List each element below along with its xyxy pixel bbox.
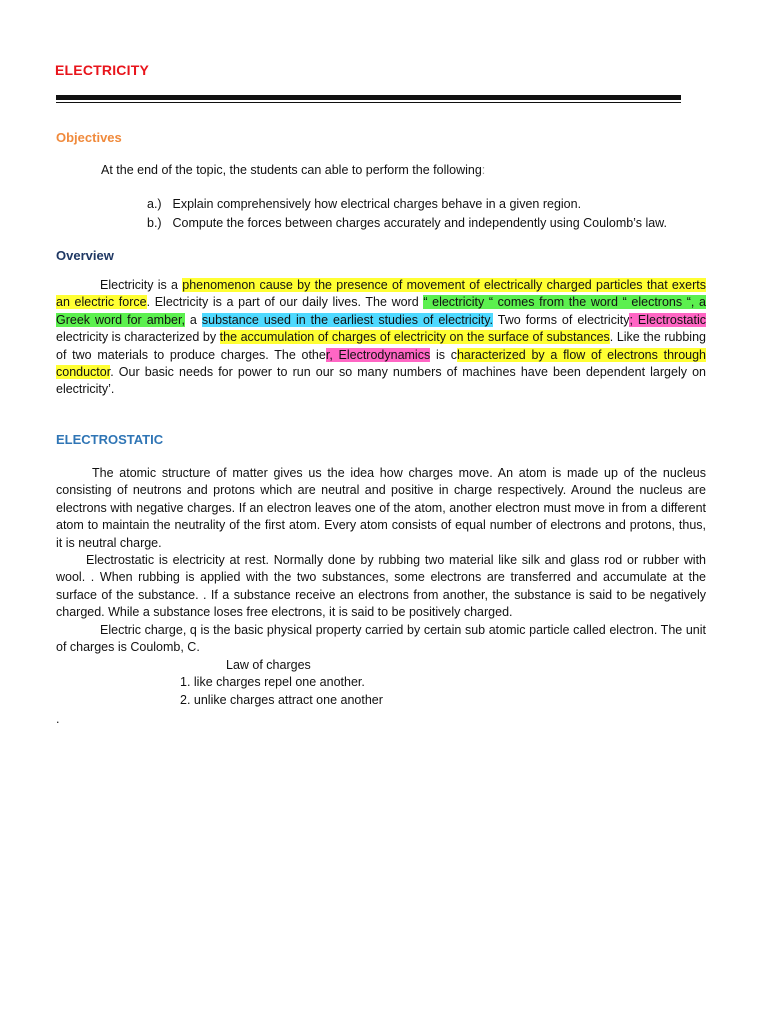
- objective-text: Compute the forces between charges accurately and independently using Coulomb’s law.: [172, 216, 667, 230]
- objective-marker: b.): [147, 216, 162, 230]
- objectives-heading: Objectives: [56, 130, 122, 145]
- overview-segment: Two forms of electricity: [493, 312, 630, 327]
- electrostatic-body: [56, 465, 706, 656]
- title-divider: [56, 95, 681, 100]
- objective-item-a: [147, 196, 581, 213]
- overview-heading: Overview: [56, 248, 114, 263]
- highlight-pink: r, Electrodynamics: [325, 347, 431, 362]
- overview-segment: Electricity is a: [100, 278, 183, 292]
- overview-segment: is c: [430, 347, 457, 362]
- highlight-yellow: phenomenon cause by the presence of movement of electrically charged particles that exerts an electric force: [56, 278, 706, 310]
- overview-segment: . Our basic needs for power to run our so many numbers of machines have been dependent largely on electricity’.: [56, 365, 706, 397]
- highlight-yellow: the accumulation of charges of electricity on the surface of substances: [219, 330, 610, 345]
- overview-segment: a: [184, 312, 202, 327]
- overview-segment: . Electricity is a part of our daily lives. The word: [146, 295, 424, 310]
- highlight-pink: ; Electrostatic: [629, 312, 706, 327]
- page-title: ELECTRICITY: [55, 62, 149, 78]
- electrostatic-paragraph-3: Electric charge, q is the basic physical property carried by certain sub atomic particle called electron. The unit of charges is Coulomb, C.: [56, 622, 706, 655]
- objectives-intro-colon: :: [481, 163, 486, 177]
- objective-marker: a.): [147, 197, 162, 211]
- law-item-2: 2. unlike charges attract one another: [180, 693, 383, 707]
- electrostatic-paragraph-2: Electrostatic is electricity at rest. Normally done by rubbing two material like silk and glass rod or rubber with wool. . When rubbing is applied with the two substances, some electrons are transferred and accumulate at the surface of the substance. . If a substance receive an electrons from another, the substance is said to be negatively charged. While a substance loses free electrons, it is said to be positively charged.: [56, 553, 706, 620]
- objectives-intro-text: At the end of the topic, the students can able to perform the following: [101, 163, 482, 177]
- electrostatic-paragraph-1: The atomic structure of matter gives us the idea how charges move. An atom is made up of the nucleus consisting of neutrons and protons which are neutral and positive in charge respectively. Around the nucleus are electrons with negative charges. If an electron leaves one of the atom, another electron must move in from a different atom to maintain the neutrality of the first atom. Every atom consists of equal number of electrons and protons, thus, it is neutral charge.: [56, 466, 706, 550]
- highlight-yellow: haracterized by a flow of electrons through conductor: [56, 347, 707, 380]
- highlight-cyan: substance used in the earliest studies of electricity.: [201, 312, 493, 327]
- electrostatic-heading: ELECTROSTATIC: [56, 432, 164, 447]
- law-item-1: 1. like charges repel one another.: [180, 675, 365, 689]
- overview-paragraph: [56, 277, 706, 399]
- overview-segment: electricity is characterized by: [56, 330, 220, 345]
- highlight-green: “ electricity “ comes from the word “ electrons “, a Greek word for amber,: [56, 295, 706, 327]
- objective-text: Explain comprehensively how electrical charges behave in a given region.: [172, 197, 582, 211]
- law-of-charges-title: Law of charges: [226, 658, 311, 672]
- objectives-intro: [101, 162, 485, 179]
- overview-segment: . Like the rubbing of two materials to produce charges. The othe: [56, 330, 706, 362]
- trailing-period: .: [56, 712, 60, 726]
- objective-item-b: [147, 215, 667, 232]
